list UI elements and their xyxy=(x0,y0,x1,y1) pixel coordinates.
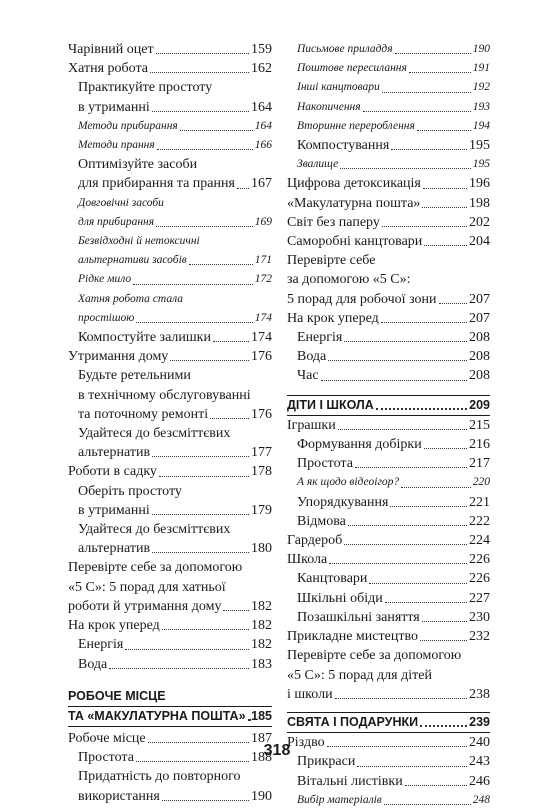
toc-entry: Іграшки 215 xyxy=(287,417,490,433)
toc-entry: Простота 217 xyxy=(297,456,490,472)
section-heading-entry: ТА «МАКУЛАТУРНА ПОШТА» 185 xyxy=(68,708,272,723)
toc-entry: Формування добірки 216 xyxy=(297,437,490,453)
toc-entry: та поточному ремонті 176 xyxy=(78,406,272,422)
toc-entry: Школа 226 xyxy=(287,552,490,568)
toc-entry: Утримання дому 176 xyxy=(68,349,272,365)
section-heading-entry: ДІТИ І ШКОЛА 209 xyxy=(287,397,490,412)
toc-entry: Накопичення 193 xyxy=(297,100,490,113)
toc-entry: На крок уперед 207 xyxy=(287,310,490,326)
toc-entry: Вода 183 xyxy=(78,656,272,672)
toc-entry: Енергія 182 xyxy=(78,637,272,653)
toc-entry-line: за допомогою «5 С»: xyxy=(287,272,411,288)
toc-entry: 5 порад для робочої зони 207 xyxy=(287,291,490,307)
page-number: 318 xyxy=(263,742,291,759)
toc-entry: Прикладне мистецтво 232 xyxy=(287,629,490,645)
section-heading-entry: СВЯТА І ПОДАРУНКИ 239 xyxy=(287,714,490,729)
toc-entry-line: «5 С»: 5 порад для хатньої xyxy=(68,579,226,595)
section-rule xyxy=(68,726,272,727)
toc-entry: Методи прибирання 164 xyxy=(78,119,272,132)
toc-entry: Прикраси 243 xyxy=(297,754,490,770)
toc-entry: На крок уперед 182 xyxy=(68,618,272,634)
toc-entry-line: Безвідходні й нетоксичні xyxy=(78,235,200,248)
toc-entry-line: Довговічні засоби xyxy=(78,196,164,209)
toc-entry: Рідке мило 172 xyxy=(78,273,272,286)
toc-entry-line: Хатня робота стала xyxy=(78,292,184,305)
toc-entry: в утриманні 179 xyxy=(78,502,272,518)
toc-entry-line: Перевірте себе xyxy=(287,253,376,269)
toc-entry: А як щодо відеоігор? 220 xyxy=(297,476,490,489)
toc-entry: Вода 208 xyxy=(297,349,490,365)
toc-entry: для прибирання та прання 167 xyxy=(78,176,272,192)
toc-entry: для прибирання 169 xyxy=(78,215,272,228)
toc-entry: Шкільні обіди 227 xyxy=(297,590,490,606)
toc-entry: Гардероб 224 xyxy=(287,533,490,549)
toc-entry-line: в технічному обслуговуванні xyxy=(78,387,251,403)
toc-entry: Робоче місце 187 xyxy=(68,730,272,746)
toc-entry: Компостування 195 xyxy=(297,138,490,154)
toc-entry: Світ без паперу 202 xyxy=(287,214,490,230)
toc-entry: Позашкільні заняття 230 xyxy=(297,609,490,625)
toc-entry: використання 190 xyxy=(78,788,272,804)
toc-entry-line: «5 С»: 5 порад для дітей xyxy=(287,667,432,683)
toc-entry: Письмове приладдя 190 xyxy=(297,43,490,55)
toc-entry-line: Удайтеся до безсміттєвих xyxy=(78,522,231,538)
toc-entry: і школи 238 xyxy=(287,686,490,702)
toc-entry: простішою 174 xyxy=(78,311,272,324)
toc-entry: «Макулатурна пошта» 198 xyxy=(287,195,490,211)
toc-entry: Вибір матеріалів 248 xyxy=(297,793,490,806)
toc-entry-line: Удайтеся до безсміттєвих xyxy=(78,426,231,442)
toc-entry: Різдво 240 xyxy=(287,735,490,751)
toc-entry: Енергія 208 xyxy=(297,330,490,346)
toc-entry: роботи й утримання дому 182 xyxy=(68,598,272,614)
toc-entry-line: Будьте ретельними xyxy=(78,368,191,384)
toc-entry: Вторинне перероблення 194 xyxy=(297,119,490,132)
toc-entry: Цифрова детоксикація 196 xyxy=(287,176,490,192)
toc-entry-line: Практикуйте простоту xyxy=(78,80,213,96)
toc-entry: Саморобні канцтовари 204 xyxy=(287,234,490,250)
toc-entry-line: Оберіть простоту xyxy=(78,483,182,499)
toc-column-right xyxy=(287,40,490,810)
toc-entry: Компостуйте залишки 174 xyxy=(78,330,272,346)
toc-entry-line: Перевірте себе за допомогою xyxy=(287,648,462,664)
toc-entry: Канцтовари 226 xyxy=(297,571,490,587)
toc-entry: в утриманні 164 xyxy=(78,99,272,115)
toc-entry: Простота 188 xyxy=(78,750,272,766)
toc-entry: Звалище 195 xyxy=(297,158,490,171)
section-heading: РОБОЧЕ МІСЦЕ xyxy=(68,688,166,703)
toc-entry: Час 208 xyxy=(297,368,490,384)
toc-entry: Вітальні листівки 246 xyxy=(297,773,490,789)
toc-entry-line: Придатність до повторного xyxy=(78,769,241,785)
toc-entry: Упорядкування 221 xyxy=(297,494,490,510)
toc-entry: Чарівний оцет 159 xyxy=(68,42,272,57)
toc-entry: Методи прання 166 xyxy=(78,139,272,152)
toc-entry-line: Перевірте себе за допомогою xyxy=(68,560,243,576)
toc-entry: альтернативи засобів 171 xyxy=(78,254,272,267)
toc-entry: Хатня робота 162 xyxy=(68,61,272,77)
toc-entry: альтернатив 177 xyxy=(78,445,272,461)
toc-entry: альтернатив 180 xyxy=(78,541,272,557)
toc-entry: Поштове пересилання 191 xyxy=(297,62,490,75)
toc-entry: Відмова 222 xyxy=(297,513,490,529)
toc-column-left xyxy=(68,40,272,806)
toc-entry: Роботи в садку 178 xyxy=(68,464,272,480)
toc-entry-line: Оптимізуйте засоби xyxy=(78,157,198,173)
toc-entry: Інші канцтовари 192 xyxy=(297,81,490,94)
